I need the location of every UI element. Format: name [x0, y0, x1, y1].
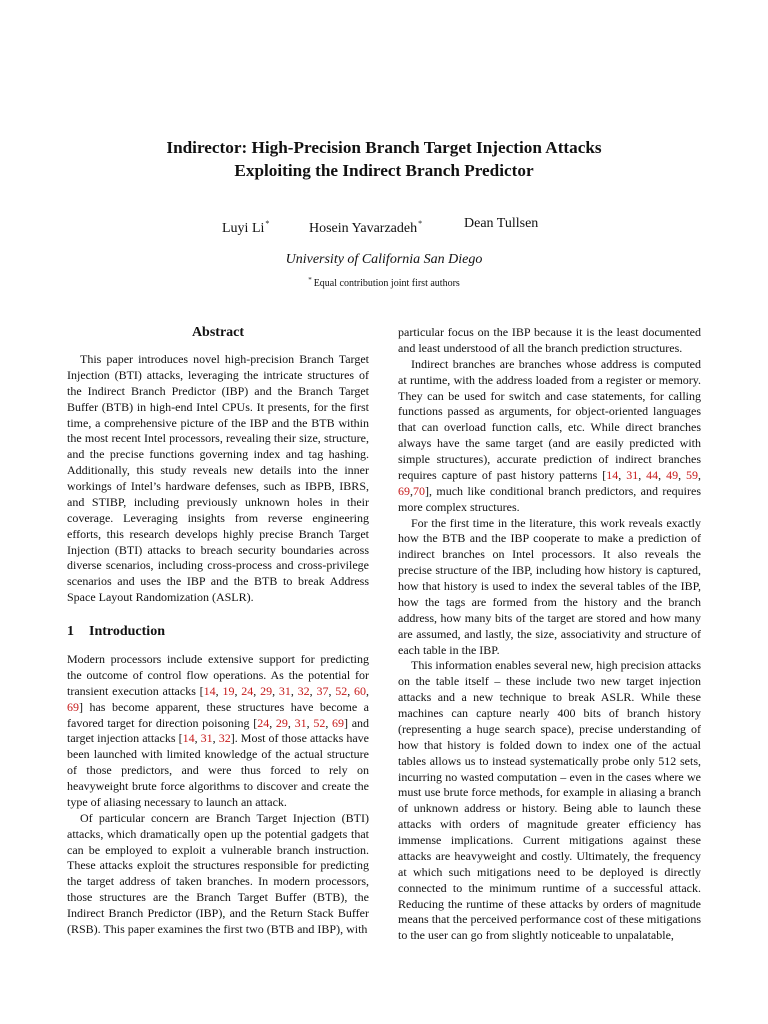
paragraph-text: , [618, 467, 627, 482]
intro-paragraph: Of particular concern are Branch Target Injection (BTI) attacks, which dramatically open up the potential gadgets that can be employed to exploit a vulnerable branch instruction. These attacks exploit the structures responsible for predicting the target address of taken branches. In modern processors, those structures are the Branch Target Buffer (BTB), the Indirect Branch Predictor (IBP), and the Return Stack Buffer (RSB). This paper examines the first two (BTB and IBP), with [67, 810, 369, 936]
paragraph-text: ]. Most of those attacks have been launched with limited knowledge of the actual structure of those predictors, and were thus forced to rely on heavyweight brute force algorithms to discover and create the type of aliasing necessary to launch an attack. [67, 731, 369, 809]
left-column [67, 324, 369, 938]
body-paragraph: This information enables several new, high precision attacks on the table itself – these include two new target injection attacks and a new technique to break ASLR. While these machines can capture nearly 400 bits of branch history (representing a huge search space), precise understanding of how that history is folded down to index one of the actual tables allows us to instead systematically probe only 512 sets, incurring no wasted computation – even in the cases where we must use brute force methods, for example in aliasing a branch of unknown address or history. Being able to launch these attacks with orders of magnitude greater efficiency has immense implications. Current mitigations against these attacks are heavyweight and costly. Ultimately, the frequency at which such mitigations need to be deployed is directly connected to the minimum runtime of a successful attack. Reducing the runtime of these attacks by orders of magnitude means that the perceived performance cost of these mitigations to the user can go from slightly noticeable to unpalatable, [398, 658, 701, 943]
citation-link[interactable]: 32 [297, 683, 310, 698]
author-footnote: * Equal contribution joint first authors [308, 276, 460, 289]
paragraph-text: , [410, 483, 413, 498]
citation-link[interactable]: 14 [203, 683, 216, 698]
citation-link[interactable]: 60 [354, 683, 367, 698]
paragraph-text: , [234, 683, 242, 698]
citation-link[interactable]: 31 [200, 731, 213, 746]
paragraph-text: , [306, 715, 314, 730]
paragraph-text: , [678, 467, 687, 482]
author: Dean Tullsen [464, 216, 539, 231]
paragraph-text: , [194, 731, 201, 746]
paragraph-text: , [347, 683, 355, 698]
citation-link[interactable]: 44 [646, 467, 659, 482]
body-paragraph: particular focus on the IBP because it is the least documented and least understood of all the branch prediction structures. [398, 325, 701, 355]
intro-paragraph [67, 652, 369, 811]
paragraph-text: , [215, 683, 223, 698]
citation-link[interactable]: 69 [398, 483, 410, 498]
citation-link[interactable]: 59 [686, 467, 699, 482]
paragraph-text: , [287, 715, 295, 730]
citation-link[interactable]: 31 [278, 683, 291, 698]
paragraph-text: , [698, 467, 702, 482]
paragraph-text: Indirect branches are branches whose address is computed at runtime, with the address loaded from a register or memory. They can be used for switch and case statements, for calling functions passed as arguments, for object-oriented languages that can overload function calls, etc. While direct branches always have the same target (and are easily predicted with simple structures), accurate prediction of indirect branches requires capture of past history patterns [ [398, 356, 701, 482]
body-paragraph: For the first time in the literature, this work reveals exactly how the BTB and the IBP cooperate to make a prediction of indirect branches on Intel processors. It also reveals the precise structure of the IBP, including how history is captured, how that history is used to index the several tables of the IBP, how the tags are formed from the history and the branch address, how many bits of the target are stored and how many are assumed, and lastly, the size, associativity and structure of each table in the IBP. [398, 515, 701, 657]
citation-link[interactable]: 70 [413, 483, 425, 498]
paper-title [60, 136, 708, 182]
paragraph-text: , [272, 683, 279, 698]
paragraph-text: , [309, 683, 317, 698]
paragraph-text: ], much like conditional branch predictors, and requires more complex structures. [398, 483, 701, 514]
citation-link[interactable]: 14 [182, 731, 195, 746]
body-paragraph [398, 357, 701, 516]
citation-link[interactable]: 52 [313, 715, 326, 730]
paragraph-text: Modern processors include extensive support for predicting the outcome of control flow operations. As the potential for transient execution attacks [ [67, 652, 369, 698]
citation-link[interactable]: 52 [335, 683, 348, 698]
paragraph-text: , [366, 683, 370, 698]
title-line-1: Indirector: High-Precision Branch Target Injection Attacks [166, 138, 602, 157]
citation-link[interactable]: 19 [222, 683, 235, 698]
title-line-2: Exploiting the Indirect Branch Predictor [234, 161, 534, 180]
citation-link[interactable]: 31 [294, 715, 307, 730]
paragraph-text: , [638, 467, 647, 482]
paragraph-text: , [328, 683, 336, 698]
citation-link[interactable]: 29 [260, 683, 273, 698]
citation-link[interactable]: 69 [332, 715, 345, 730]
paragraph-text: , [325, 715, 333, 730]
author: Luyi Li* [222, 219, 270, 236]
citation-link[interactable]: 24 [257, 715, 270, 730]
citation-link[interactable]: 69 [67, 699, 79, 714]
citation-link[interactable]: 49 [666, 467, 679, 482]
citation-link[interactable]: 32 [218, 731, 231, 746]
abstract-heading: Abstract [191, 325, 245, 340]
paragraph-text: , [269, 715, 276, 730]
citation-link[interactable]: 37 [316, 683, 329, 698]
citation-link[interactable]: 14 [606, 467, 619, 482]
section-heading: 1 Introduction [67, 624, 165, 639]
citation-link[interactable]: 31 [626, 467, 639, 482]
affiliation: University of California San Diego [285, 252, 483, 267]
paragraph-text: ] has become apparent, these structures have become a favored target for direction poisoning [ [67, 699, 369, 730]
paragraph-text: , [658, 467, 667, 482]
paragraph-text: ] and target injection attacks [ [67, 715, 370, 746]
citation-link[interactable]: 29 [275, 715, 288, 730]
citation-link[interactable]: 24 [241, 683, 254, 698]
right-column [398, 325, 701, 944]
abstract-text: This paper introduces novel high-precision Branch Target Injection (BTI) attacks, leveraging the intricate structures of the Indirect Branch Predictor (IBP) and the Branch Target Buffer (BTB) in high-end Intel CPUs. It presents, for the first time, a comprehensive picture of the IBP and the BTB within the most recent Intel processors, revealing their size, structure, and the precise functions governing index and tag hashing. Additionally, this study reveals new details into the inner workings of Intel’s hardware defenses, such as IBPB, IBRS, and STIBP, including previously unknown holes in their coverage. Leveraging insights from reverse engineering efforts, this research develops highly precise Branch Target Injection (BTI) attacks to breach security boundaries across diverse scenarios, including cross-process and cross-privilege scenarios and uses the IBP and the BTB to break Address Space Layout Randomization (ASLR). [67, 352, 369, 605]
paragraph-text: , [212, 731, 219, 746]
paragraph-text: , [290, 683, 298, 698]
paragraph-text: , [253, 683, 261, 698]
author: Hosein Yavarzadeh* [309, 219, 423, 236]
